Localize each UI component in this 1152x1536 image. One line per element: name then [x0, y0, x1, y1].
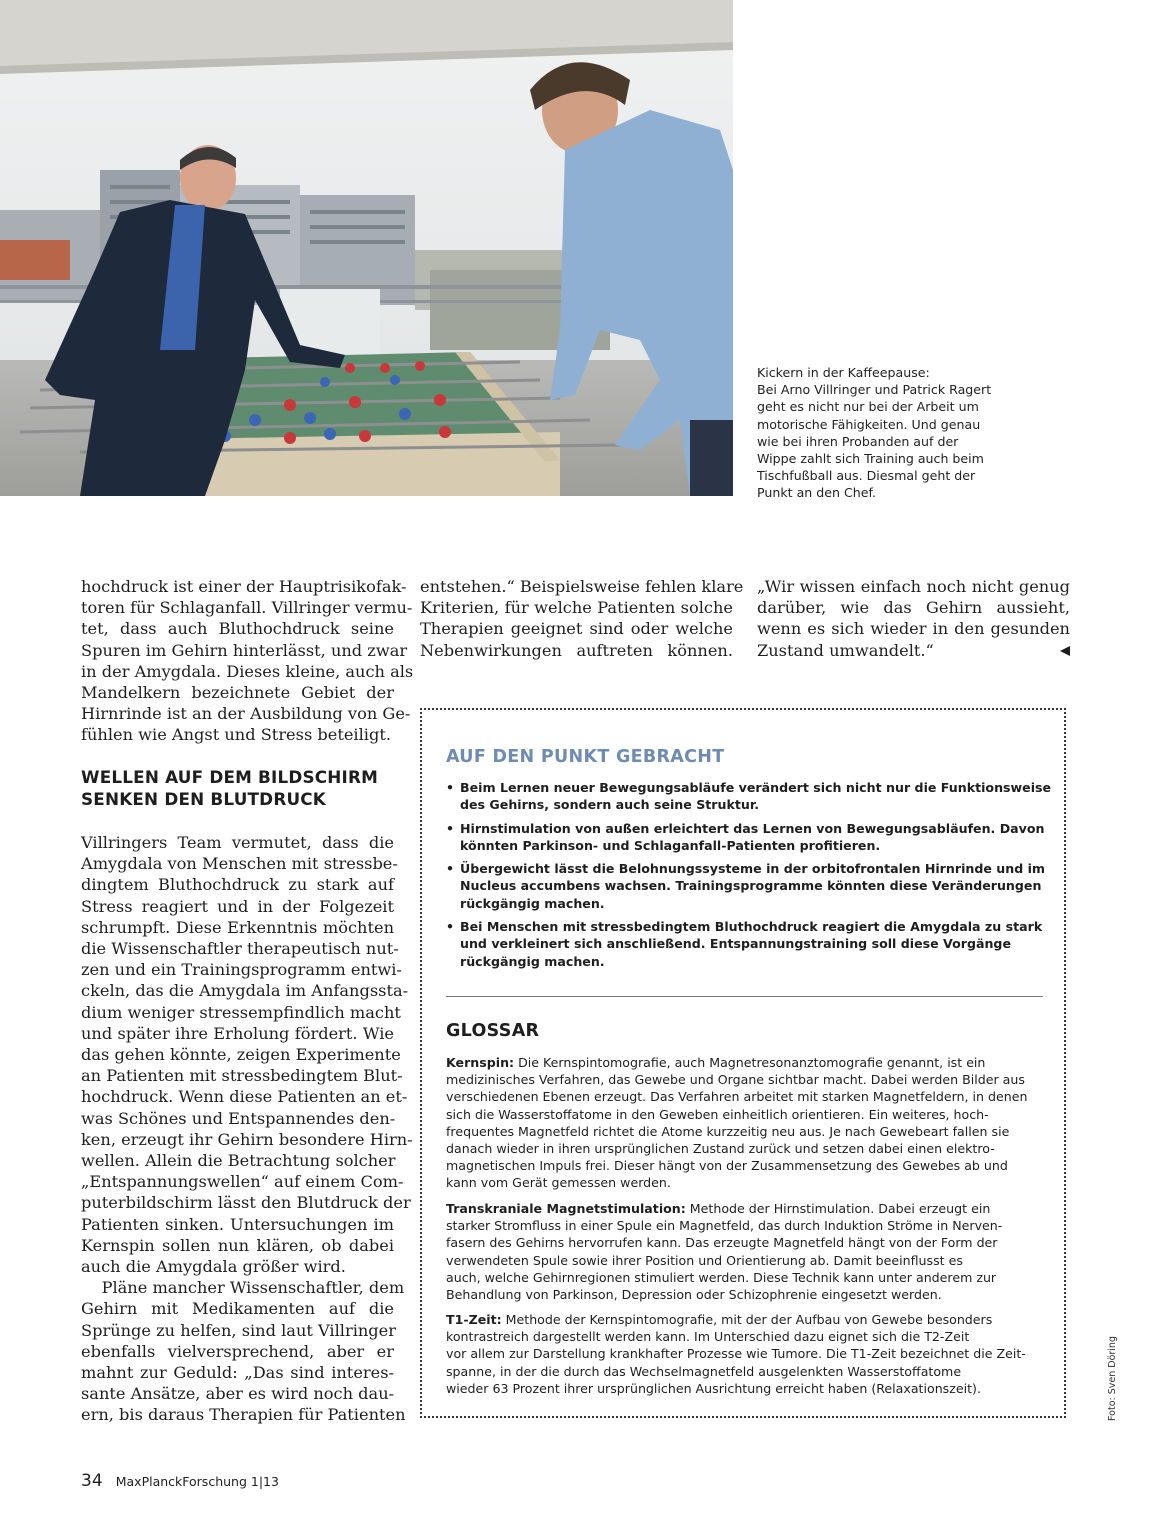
glossary-text: Methode der Kernspintomografie, mit der der Aufbau von Gewebe besonders	[501, 1312, 993, 1327]
bullet-line: • Bei Menschen mit stressbedingtem Bluthochdruck reagiert die Amygdala zu stark	[460, 919, 1043, 935]
text-line: Gehirn mit Medikamenten auf die	[81, 1299, 394, 1319]
photo-caption	[757, 364, 1027, 502]
list-item	[446, 860, 1046, 912]
glossary-line	[446, 1311, 1046, 1328]
section-heading	[81, 767, 411, 810]
glossary-entry-kernspin	[446, 1054, 1046, 1192]
glossary-entry-t1	[446, 1311, 1046, 1397]
article-end-triangle-icon	[1060, 646, 1070, 656]
glossary-line: medizinisches Verfahren, das Gewebe und Organe sichtbar macht. Dabei werden Bilder aus	[446, 1072, 1025, 1088]
caption-line: Wippe zahlt sich Training auch beim	[757, 451, 984, 467]
glossary-line	[446, 1054, 1046, 1071]
glossary-line: frequentes Magnetfeld richtet die Atome kurzzeitig neu aus. Je nach Gewebeart fallen sie	[446, 1123, 1010, 1139]
text-line: zen und ein Trainingsprogramm entwi-	[81, 960, 402, 980]
text-line: Nebenwirkungen auftreten können.	[420, 640, 733, 660]
bullet-line: • Beim Lernen neuer Bewegungsabläufe verändert sich nicht nur die Funktionsweise	[460, 780, 1052, 795]
glossary-text: Die Kernspintomografie, auch Magnetresonanztomografie genannt, ist ein	[514, 1055, 986, 1070]
text-line: wenn es sich wieder in den gesunden	[757, 619, 1070, 639]
page-number: 34	[81, 1471, 103, 1491]
text-line: schrumpft. Diese Erkenntnis möchten	[81, 917, 394, 937]
text-line: Kriterien, für welche Patienten solche	[420, 598, 733, 618]
column-1-intro	[81, 576, 414, 746]
bullet-line: und verkleinert sich anschließend. Entspannungstraining soll diese Vorgänge	[460, 936, 1011, 952]
text-line: hochdruck ist einer der Hauptrisikofak-	[81, 577, 407, 596]
text-line: puterbildschirm lässt den Blutdruck der	[81, 1193, 411, 1213]
bullet-line: rückgängig machen.	[460, 895, 605, 911]
caption-line: Kickern in der Kaffeepause:	[757, 365, 930, 380]
divider	[446, 996, 1043, 997]
heading-line: SENKEN DEN BLUTDRUCK	[81, 788, 326, 809]
text-line: entstehen.“ Beispielsweise fehlen klare	[420, 577, 744, 596]
caption-line: Tischfußball aus. Diesmal geht der	[757, 468, 976, 484]
glossary-line: kontrastreich dargestellt werden kann. Im Unterschied dazu eignet sich die T2-Zeit	[446, 1329, 970, 1345]
text-line: ern, bis daraus Therapien für Patienten	[81, 1405, 406, 1425]
bullet-line: rückgängig machen.	[460, 953, 605, 969]
heading-line: WELLEN AUF DEM BILDSCHIRM	[81, 767, 379, 787]
bullet-line: könnten Parkinson- und Schlaganfall-Patienten profitieren.	[460, 837, 881, 853]
glossary-line: danach wieder in ihren ursprünglichen Zustand zurück und setzen dabei einen elektro-	[446, 1141, 995, 1157]
text-line: Mandelkern bezeichnete Gebiet der	[81, 683, 394, 703]
summary-title: AUF DEN PUNKT GEBRACHT	[446, 747, 725, 767]
caption-line: wie bei ihren Probanden auf der	[757, 433, 959, 449]
text-line: Sprünge zu helfen, sind laut Villringer	[81, 1320, 396, 1340]
column-3-text	[757, 576, 1070, 661]
text-line: Zustand umwandelt.“	[757, 640, 934, 660]
text-line: „Wir wissen einfach noch nicht genug	[757, 577, 1070, 596]
column-1-body	[81, 832, 413, 1426]
text-line: dingtem Bluthochdruck zu stark auf	[81, 875, 394, 895]
glossary-line: auch, welche Gehirnregionen stimuliert werden. Diese Technik kann unter anderem zur	[446, 1269, 997, 1285]
photo-credit-text: Foto: Sven Döring	[1107, 1336, 1118, 1421]
text-line: Amygdala von Menschen mit stressbe-	[81, 854, 398, 874]
text-line: dium weniger stressempfindlich macht	[81, 1002, 401, 1022]
text-line: und später ihre Erholung fördert. Wie	[81, 1023, 394, 1043]
glossary-line: sich die Wasserstoffatome in den Geweben einheitlich orientieren. Ein weiteres, hoch-	[446, 1106, 989, 1122]
text-line: mahnt zur Geduld: „Das sind interes-	[81, 1363, 394, 1383]
text-line: an Patienten mit stressbedingtem Blut-	[81, 1066, 403, 1086]
glossary-line: verschiedenen Ebenen erzeugt. Das Verfahren arbeitet mit starken Magnetfeldern, in denen	[446, 1089, 1028, 1105]
text-line: Hirnrinde ist an der Ausbildung von Ge-	[81, 704, 411, 724]
text-line: toren für Schlaganfall. Villringer vermu-	[81, 598, 413, 618]
glossary-term: Transkraniale Magnetstimulation:	[446, 1201, 686, 1216]
text-line: Spuren im Gehirn hinterlässt, und zwar	[81, 640, 408, 660]
glossary-text: Methode der Hirnstimulation. Dabei erzeugt ein	[685, 1201, 991, 1216]
text-line: Villringers Team vermutet, dass die	[81, 833, 394, 852]
foosball-photo	[0, 0, 733, 496]
caption-line: motorische Fähigkeiten. Und genau	[757, 416, 981, 432]
caption-line: Bei Arno Villringer und Patrick Ragert	[757, 382, 992, 398]
glossary-line: verwendeten Spule sowie ihrer Position und Orientierung ab. Damit beeinflusst es	[446, 1252, 963, 1268]
foosball-photo-icon	[0, 0, 733, 496]
page-footer	[81, 1471, 279, 1491]
text-line: das gehen könnte, zeigen Experimente	[81, 1045, 401, 1065]
list-item	[446, 918, 1046, 970]
magazine-name: MaxPlanckForschung 1|13	[115, 1474, 279, 1489]
text-line: Stress reagiert und in der Folgezeit	[81, 896, 394, 916]
text-line: auch die Amygdala größer wird.	[81, 1257, 346, 1277]
glossary-line: fasern des Gehirns hervorrufen kann. Das erzeugte Magnetfeld hängt von der Form der	[446, 1235, 998, 1251]
glossary-line: starker Stromfluss in einer Spule ein Magnetfeld, das durch Induktion Ströme in Nerven-	[446, 1218, 1003, 1234]
caption-line: geht es nicht nur bei der Arbeit um	[757, 399, 979, 415]
text-line: ebenfalls vielversprechend, aber er	[81, 1341, 394, 1361]
bullet-line: • Hirnstimulation von außen erleichtert das Lernen von Bewegungsabläufen. Davon	[460, 820, 1045, 836]
glossary-line: spanne, in der die durch das Wechselmagnetfeld ausgelenkten Wasserstoffatome	[446, 1363, 962, 1379]
text-line: fühlen wie Angst und Stress beteiligt.	[81, 725, 391, 745]
list-item	[446, 820, 1046, 855]
glossary-title: GLOSSAR	[446, 1021, 540, 1041]
glossary-entry-tms	[446, 1200, 1046, 1303]
glossary-line: magnetischen Impuls frei. Dieser hängt von der Zusammensetzung des Gewebes ab und	[446, 1158, 1008, 1174]
bullet-line: des Gehirns, sondern auch seine Struktur.	[460, 797, 760, 813]
text-line: „Entspannungswellen“ auf einem Com-	[81, 1172, 404, 1192]
column-2-text	[420, 576, 744, 661]
bullet-line: Nucleus accumbens wachsen. Trainingsprogramme könnten diese Veränderungen	[460, 878, 1042, 894]
text-line: Therapien geeignet sind oder welche	[420, 619, 733, 639]
summary-list	[446, 779, 1052, 976]
text-line: ckeln, das die Amygdala im Anfangssta-	[81, 981, 409, 1001]
text-line: Patienten sinken. Untersuchungen im	[81, 1214, 394, 1234]
glossary-term: T1-Zeit:	[446, 1312, 502, 1327]
glossary-line: Behandlung von Parkinson, Depression oder Schizophrenie eingesetzt werden.	[446, 1287, 942, 1303]
glossary-line: kann vom Gerät gemessen werden.	[446, 1175, 671, 1191]
text-line: die Wissenschaftler therapeutisch nut-	[81, 939, 399, 959]
bullet-line: • Übergewicht lässt die Belohnungssysteme in der orbitofrontalen Hirnrinde und im	[460, 861, 1046, 877]
text-line: Kernspin sollen nun klären, ob dabei	[81, 1235, 394, 1255]
text-line: sante Ansätze, aber es wird noch dau-	[81, 1384, 395, 1404]
text-line: tet, dass auch Bluthochdruck seine	[81, 619, 394, 639]
text-line: in der Amygdala. Dieses kleine, auch als	[81, 661, 414, 681]
text-line: ken, erzeugt ihr Gehirn besondere Hirn-	[81, 1129, 413, 1149]
glossary-line: vor allem zur Darstellung krankhafter Prozesse wie Tumore. Die T1-Zeit bezeichnet die Zeit-	[446, 1346, 1026, 1362]
text-line: wellen. Allein die Betrachtung solcher	[81, 1151, 396, 1171]
photo-credit	[1107, 1336, 1121, 1428]
glossary-term: Kernspin:	[446, 1055, 515, 1070]
glossary-line	[446, 1200, 1046, 1217]
text-line: Pläne mancher Wissenschaftler, dem	[81, 1278, 405, 1298]
text-line: darüber, wie das Gehirn aussieht,	[757, 598, 1070, 618]
text-line: hochdruck. Wenn diese Patienten an et-	[81, 1087, 408, 1107]
text-line: was Schönes und Entspannendes den-	[81, 1108, 396, 1128]
glossary-line: wieder 63 Prozent ihrer ursprünglichen Ausrichtung erreicht haben (Relaxationszeit).	[446, 1380, 981, 1396]
caption-line: Punkt an den Chef.	[757, 485, 877, 501]
list-item	[446, 779, 1052, 814]
